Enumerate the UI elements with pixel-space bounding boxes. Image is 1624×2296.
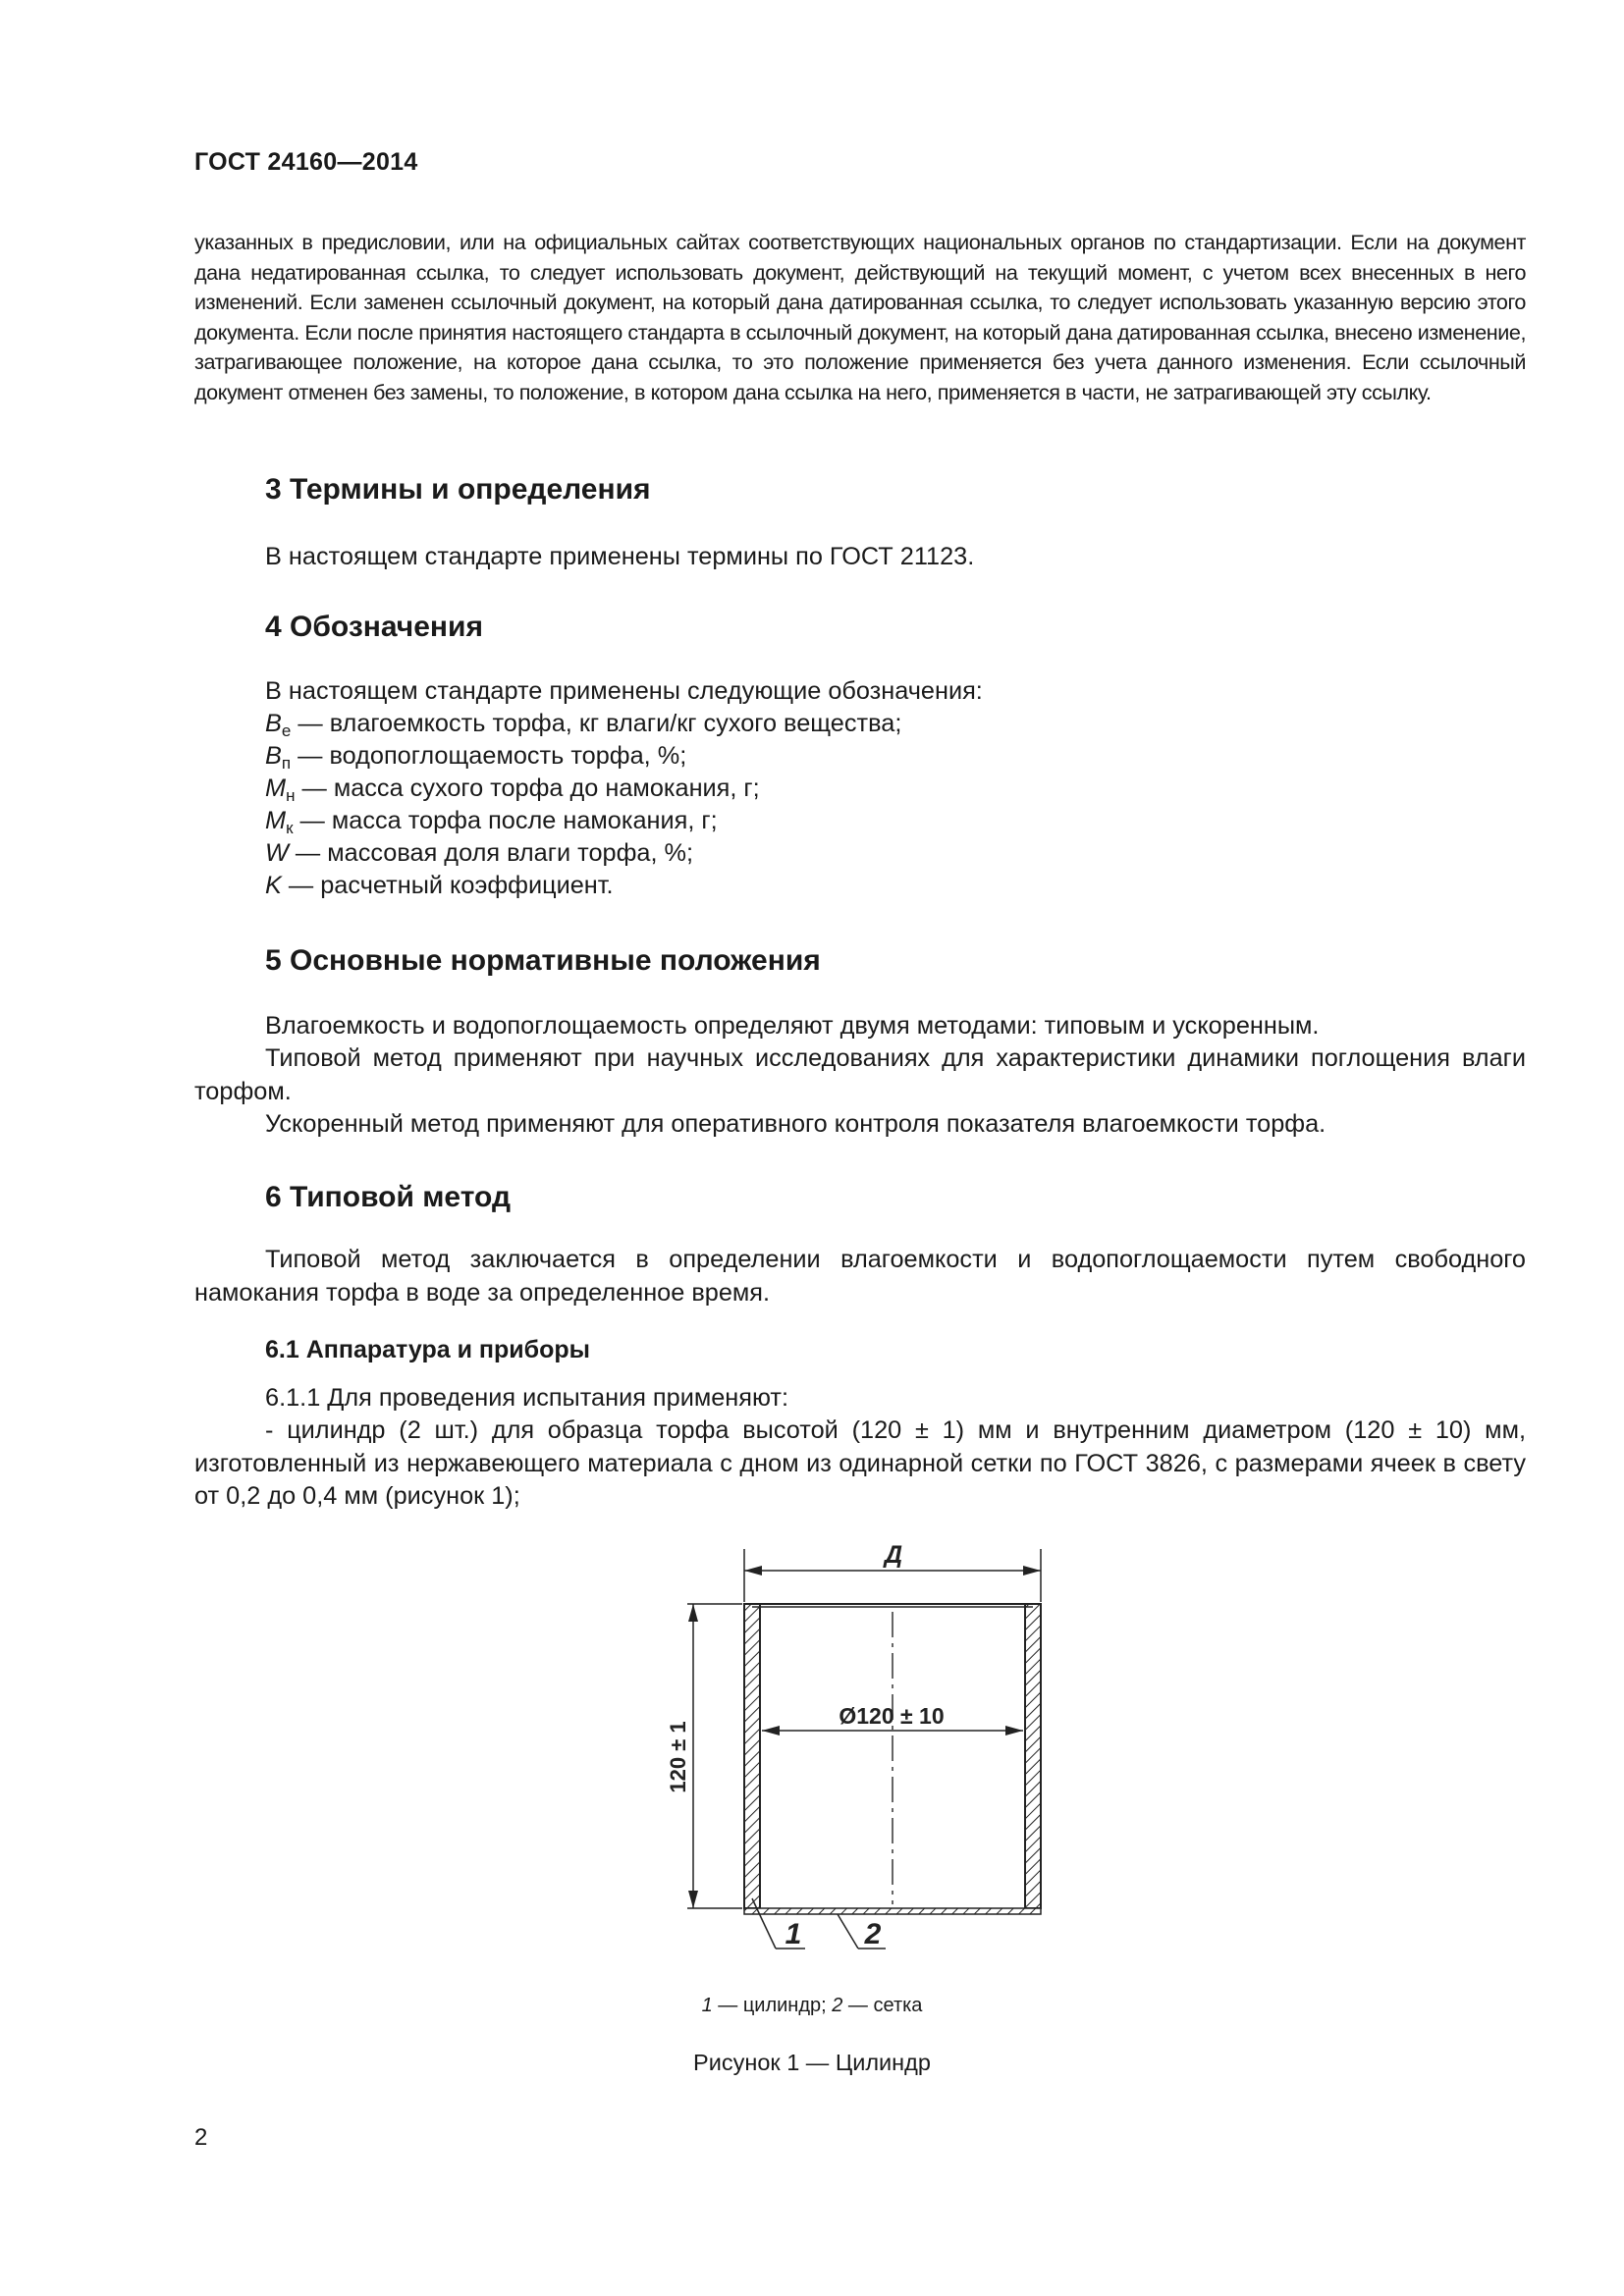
inner-diameter-label: Ø120 ± 10: [839, 1703, 945, 1729]
section-3-title: 3 Термины и определения: [265, 473, 651, 506]
cylinder-wall-right: [1025, 1604, 1041, 1908]
symbol-subscript: к: [286, 819, 294, 837]
height-label: 120 ± 1: [666, 1721, 690, 1793]
page-number: 2: [194, 2124, 208, 2151]
symbol-letter: B: [265, 710, 282, 737]
subsection-6-1-title: 6.1 Аппаратура и приборы: [265, 1336, 590, 1363]
section-5-title: 5 Основные нормативные положения: [265, 944, 821, 977]
legend-number-2: 2: [832, 1995, 843, 2016]
symbol-item: [265, 708, 1443, 740]
symbol-item: [265, 740, 1443, 773]
legend-text-1: — цилиндр;: [712, 1995, 833, 2016]
symbol-description: — масса сухого торфа до намокания, г;: [295, 774, 760, 802]
mesh-bottom: [744, 1908, 1041, 1914]
figure-legend: [0, 1995, 1624, 2017]
legend-number-1: 1: [701, 1995, 713, 2016]
callout-1: 1: [785, 1918, 802, 1950]
symbol-description: — расчетный коэффициент.: [281, 872, 614, 899]
cylinder-wall-left: [744, 1604, 760, 1908]
symbol-letter: M: [265, 807, 287, 834]
section-6-p2: 6.1.1 Для проведения испытания применяют:: [265, 1384, 788, 1412]
callout-2: 2: [864, 1918, 882, 1950]
symbol-subscript: е: [281, 721, 292, 740]
symbol-item: [265, 773, 1443, 805]
symbol-letter: B: [265, 742, 282, 770]
standard-header: ГОСТ 24160—2014: [194, 148, 418, 176]
diameter-label: Д: [884, 1541, 903, 1569]
section-3-text: В настоящем стандарте применены термины по ГОСТ 21123.: [265, 543, 975, 570]
intro-paragraph: [194, 228, 1526, 407]
symbol-description: — влагоемкость торфа, кг влаги/кг сухого вещества;: [291, 710, 902, 737]
symbol-letter: K: [265, 872, 282, 899]
symbol-item: [265, 837, 1443, 870]
figure-title: Рисунок 1 — Цилиндр: [693, 2050, 931, 2075]
symbol-description: — массовая доля влаги торфа, %;: [288, 839, 694, 867]
section-4-title: 4 Обозначения: [265, 611, 483, 643]
symbol-description: — масса торфа после намокания, г;: [293, 807, 718, 834]
section-5-p3: Ускоренный метод применяют для оперативного контроля показателя влагоемкости торфа.: [265, 1110, 1326, 1138]
symbol-item: [265, 805, 1443, 837]
section-5-p2: Типовой метод применяют при научных исследованиях для характеристики динамики поглощения влаги торфом.: [194, 1044, 1526, 1105]
section-6-p3: - цилиндр (2 шт.) для образца торфа высотой (120 ± 1) мм и внутренним диаметром (120 ± 10) мм, изготовленный из нержавеющего материала с дном из одинарной сетки по ГОСТ 3826, с размерами ячеек в свету от 0,2 до 0,4 мм (рисунок 1);: [194, 1416, 1526, 1510]
symbol-description: — водопоглощаемость торфа, %;: [291, 742, 687, 770]
symbol-item: [265, 870, 1443, 902]
symbol-subscript: п: [281, 754, 292, 773]
section-6-p1: Типовой метод заключается в определении влагоемкости и водопоглощаемости путем свободного намокания торфа в воде за определенное время.: [194, 1246, 1526, 1307]
section-5-p1: Влагоемкость и водопоглощаемость определяют двумя методами: типовым и ускоренным.: [265, 1012, 1320, 1040]
symbol-letter: M: [265, 774, 287, 802]
symbol-letter: W: [265, 839, 289, 867]
cylinder-drawing: [638, 1531, 1090, 1983]
symbols-list: [265, 708, 1443, 902]
intro-text: указанных в предисловии, или на официальных сайтах соответствующих национальных органов по стандартизации. Если на документ дана недатированная ссылка, то следует использовать документ, действующий на текущий момент, с учетом всех внесенных в него изменений. Если заменен ссылочный документ, на который дана датированная ссылка, то следует использовать указанную версию этого документа. Если после принятия настоящего стандарта в ссылочный документ, на который дана датированная ссылка, внесено изменение, затрагивающее положение, на которое дана ссылка, то это положение применяется без учета данного изменения. Если ссылочный документ отменен без замены, то положение, в котором дана ссылка на него, применяется в части, не затрагивающей эту ссылку.: [194, 230, 1526, 404]
symbol-subscript: н: [286, 786, 296, 805]
legend-text-2: — сетка: [842, 1995, 923, 2016]
section-6-title: 6 Типовой метод: [265, 1181, 511, 1213]
section-4-intro: В настоящем стандарте применены следующие обозначения:: [265, 677, 983, 705]
height-dimension: [687, 1604, 742, 1908]
